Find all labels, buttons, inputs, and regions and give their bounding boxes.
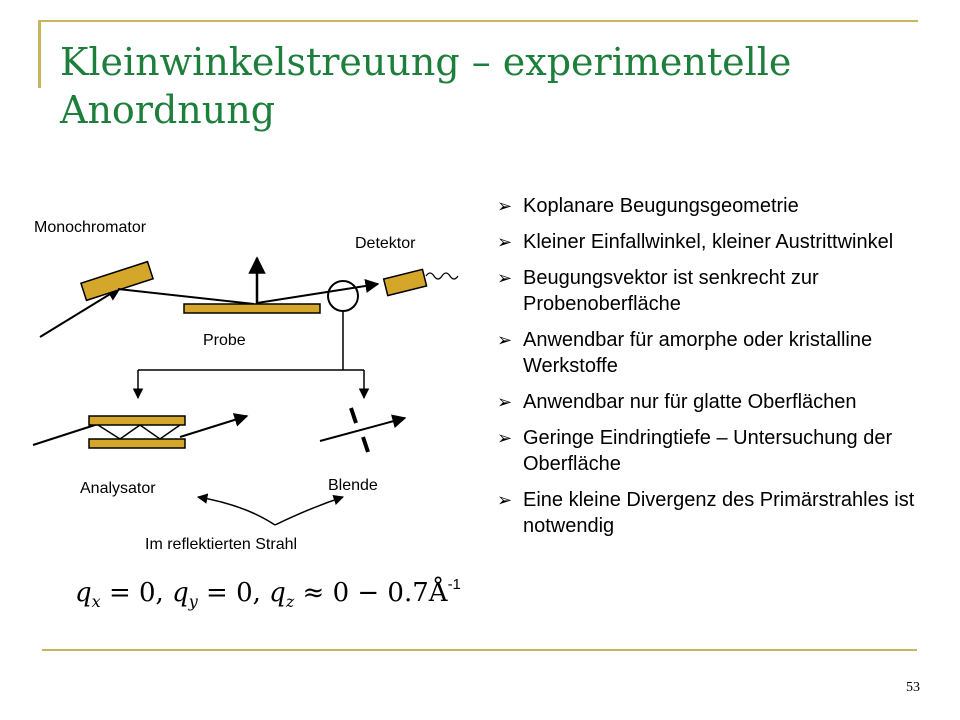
arrow-bullet-icon: ➢ bbox=[497, 232, 513, 252]
arrow-bullet-icon: ➢ bbox=[497, 490, 513, 510]
feature-bullet-list bbox=[497, 193, 927, 549]
beam-selector-circle bbox=[328, 281, 358, 311]
bullet-item bbox=[497, 229, 927, 255]
blende-label: Blende bbox=[328, 477, 378, 494]
arrow-bullet-icon: ➢ bbox=[497, 268, 513, 288]
reflected-beam-label: Im reflektierten Strahl bbox=[145, 536, 298, 553]
bullet-item bbox=[497, 327, 927, 379]
pointer-to-analysator bbox=[198, 497, 275, 525]
signal-wave-icon bbox=[426, 273, 458, 279]
analysator-label: Analysator bbox=[80, 480, 156, 497]
bullet-item bbox=[497, 425, 927, 477]
page-number: 53 bbox=[906, 680, 920, 695]
probe-sample bbox=[184, 304, 320, 313]
blende-slit-bottom bbox=[363, 437, 368, 452]
incident-beam-arrow bbox=[40, 288, 120, 337]
arrow-bullet-icon: ➢ bbox=[497, 196, 513, 216]
arrow-bullet-icon: ➢ bbox=[497, 428, 513, 448]
analysator-output-arrow bbox=[180, 416, 247, 437]
beam-to-sample bbox=[118, 289, 254, 304]
detektor-label: Detektor bbox=[355, 235, 416, 252]
bullet-text: Beugungsvektor ist senkrecht zur Probenoberfläche bbox=[523, 267, 819, 315]
bullet-text: Eine kleine Divergenz des Primärstrahles ist notwendig bbox=[523, 489, 915, 537]
arrow-bullet-icon: ➢ bbox=[497, 392, 513, 412]
analysator-crystal-bottom bbox=[89, 439, 185, 448]
monochromator-crystal bbox=[81, 262, 153, 301]
pointer-to-blende bbox=[275, 497, 343, 525]
monochromator-label: Monochromator bbox=[34, 219, 147, 236]
bullet-text: Anwendbar für amorphe oder kristalline Werkstoffe bbox=[523, 329, 873, 377]
bullet-item bbox=[497, 389, 927, 415]
analysator-crystal-top bbox=[89, 416, 185, 425]
bullet-text: Anwendbar nur für glatte Oberflächen bbox=[523, 391, 857, 413]
analysator-zigzag-beam bbox=[98, 425, 180, 439]
bullet-item bbox=[497, 487, 927, 539]
bullet-item bbox=[497, 193, 927, 219]
bullet-text: Koplanare Beugungsgeometrie bbox=[523, 195, 799, 217]
bullet-item bbox=[497, 265, 927, 317]
detektor-box bbox=[384, 269, 427, 295]
blende-slit-top bbox=[351, 408, 356, 423]
bullet-text: Kleiner Einfallwinkel, kleiner Austrittwinkel bbox=[523, 231, 894, 253]
arrow-bullet-icon: ➢ bbox=[497, 330, 513, 350]
bullet-text: Geringe Eindringtiefe – Untersuchung der Oberfläche bbox=[523, 427, 893, 475]
probe-label: Probe bbox=[203, 332, 246, 349]
reflected-beam-arrow bbox=[257, 284, 378, 303]
slide-title: Kleinwinkelstreuung – experimentelle Anordnung bbox=[60, 40, 792, 132]
q-vector-formula: $q_x = 0$, $q_y = 0$, $q_z \approx 0$ − $0.7Å^{-1}$ bbox=[75, 576, 461, 611]
